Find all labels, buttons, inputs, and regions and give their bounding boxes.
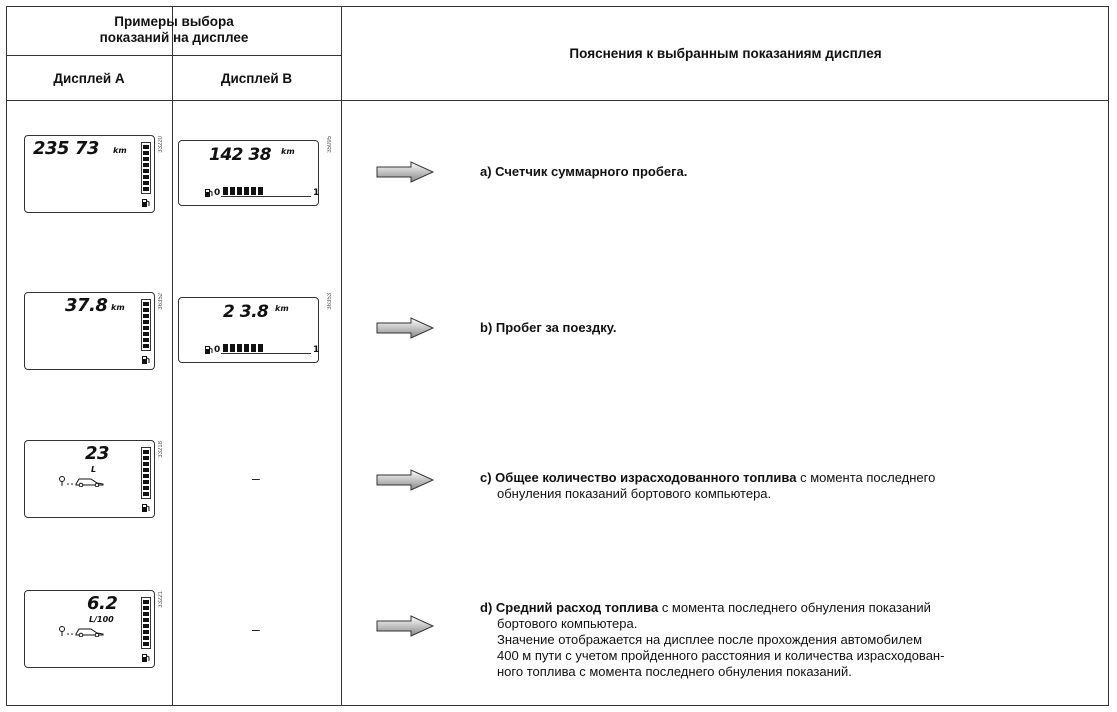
fuel-gauge-bar [221,343,311,354]
display-a-unit: km [111,303,125,312]
desc-label: d) Средний расход топлива [480,600,659,615]
header-examples-title [6,14,342,46]
display-a-value: 6.2 [87,593,118,614]
col-divider-ab [172,6,173,706]
fuel-level-bar [141,597,151,649]
display-b-unit: km [281,147,295,156]
fuel-pump-icon [205,345,213,354]
display-a-fuel-used [24,440,155,518]
header-explanations: Пояснения к выбранным показаниям дисплея [569,46,882,61]
header-display-b: Дисплей B [220,71,293,86]
fuel-pump-icon [142,355,150,364]
display-b-unit: km [275,304,289,313]
row-a-description [480,164,1100,180]
image-code: 33221 [158,591,164,608]
image-code: 33220 [158,136,164,153]
display-a-unit: km [113,146,127,155]
fuel-gauge-bar [221,186,311,197]
desc-rest: с момента последнего обнуления показаний [658,600,931,615]
desc-label: a) Счетчик суммарного пробега. [480,164,688,179]
display-b-value: 2 3.8 [223,302,269,322]
header-examples-line1: Примеры выбора [114,14,234,29]
fuel-pump-icon [142,503,150,512]
row-c-description [480,470,1100,502]
no-display-b: – [252,470,260,486]
fuel-level-bar [141,142,151,194]
fuel-pump-icon [205,188,213,197]
no-display-b: – [252,621,260,637]
desc-label: b) Пробег за поездку. [480,320,617,335]
trip-car-icon [59,475,107,487]
display-a-avg-consumption [24,590,155,668]
fuel-pump-icon [142,198,150,207]
gauge-min-label: 0 [214,345,221,355]
display-a-unit: L [91,465,97,474]
desc-line: обнуления показаний бортового компьютера. [497,486,772,501]
desc-line: Значение отображается на дисплее после прохождения автомобилем [497,632,923,647]
desc-label: c) Общее количество израсходованного топлива [480,470,797,485]
image-code: 35095 [327,136,333,153]
fuel-level-bar [141,447,151,499]
header-divider-sub [6,55,342,56]
arrow-icon [375,316,435,340]
arrow-icon [375,614,435,638]
image-code: 36353 [327,293,333,310]
gauge-min-label: 0 [214,188,221,198]
header-display-a: Дисплей A [53,71,125,86]
desc-line: бортового компьютера. [497,616,638,631]
arrow-icon [375,160,435,184]
fuel-pump-icon [142,653,150,662]
display-a-trip [24,292,155,370]
display-a-value: 37.8 [65,295,108,316]
display-b-trip [178,297,319,363]
display-a-value: 235 73 [33,138,99,159]
col-divider-b-desc [341,6,342,706]
image-code: 33218 [158,441,164,458]
fuel-level-bar [141,299,151,351]
header-examples-line2: показаний на дисплее [99,30,249,45]
desc-rest: с момента последнего [796,470,936,485]
display-b-odometer [178,140,319,206]
arrow-icon [375,468,435,492]
desc-line: ного топлива с момента последнего обнуления показаний. [497,664,852,679]
trip-car-icon [59,625,107,637]
row-b-description [480,320,1100,336]
row-d-description [480,600,1100,680]
header-divider-main [6,100,1109,101]
desc-line: 400 м пути с учетом пройденного расстояния и количества израсходован- [497,648,945,663]
gauge-max-label: 1 [313,188,320,198]
display-b-value: 142 38 [209,145,272,165]
display-a-odometer [24,135,155,213]
gauge-max-label: 1 [313,345,320,355]
display-a-value: 23 [85,443,110,464]
display-a-unit: L/100 [89,615,114,624]
image-code: 36352 [158,293,164,310]
